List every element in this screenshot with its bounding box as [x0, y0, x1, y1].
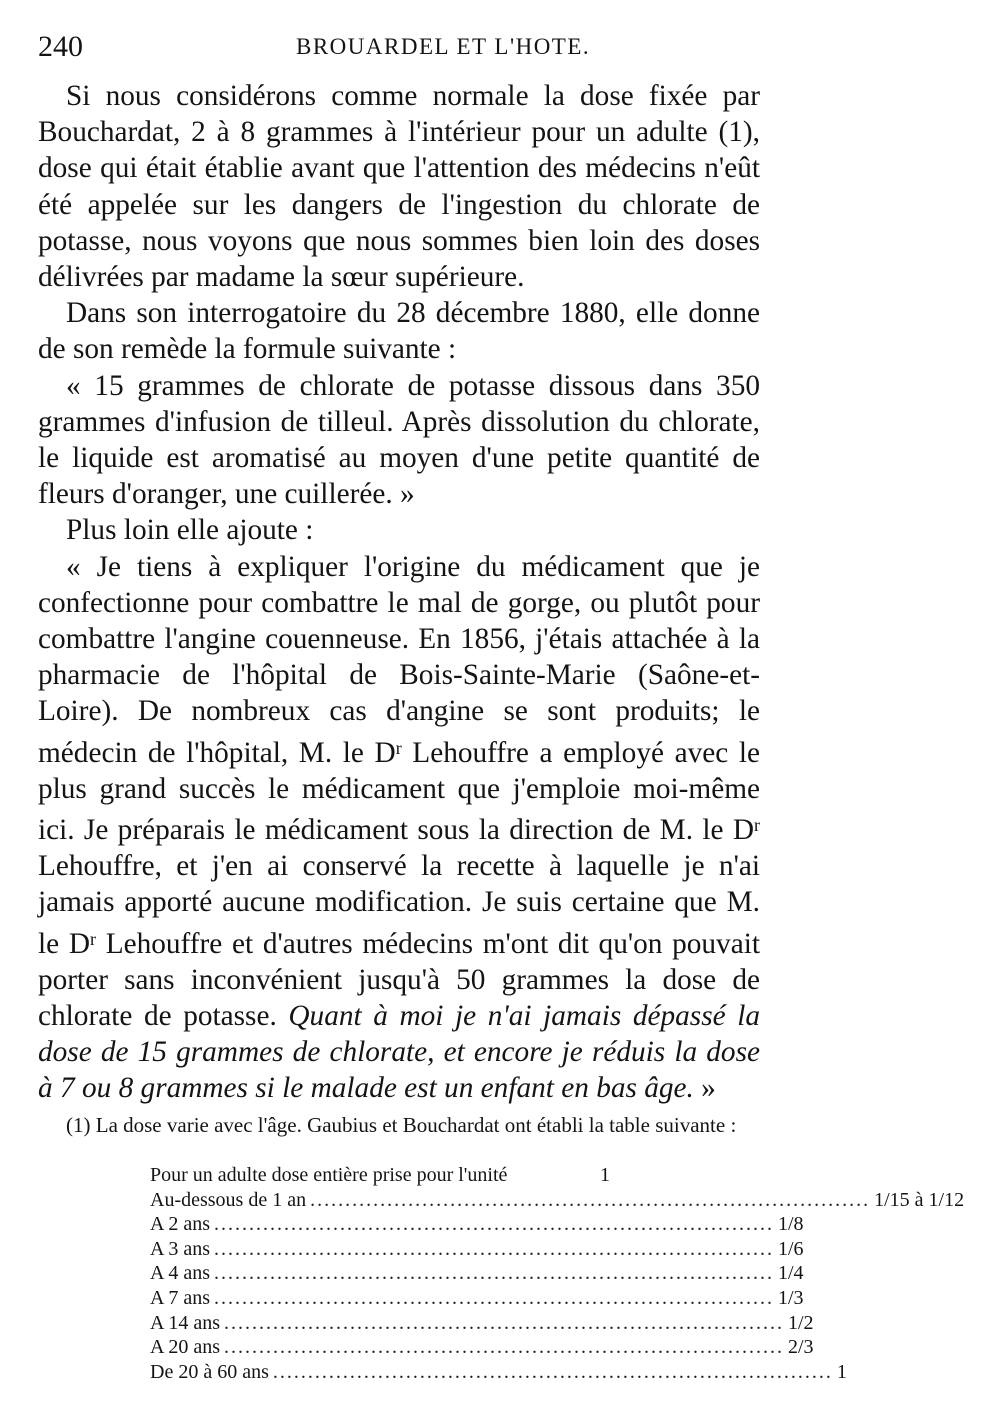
dose-age-label: A 3 ans: [150, 1237, 210, 1260]
dose-age-label: A 14 ans: [150, 1311, 220, 1334]
dose-fraction: 1/3: [778, 1286, 804, 1309]
dose-row: [150, 1237, 804, 1263]
doctor-abbrev-sup: r: [754, 815, 760, 836]
dose-fraction: 1/2: [788, 1311, 814, 1334]
quote-text-d: Lehouffre et d'autres médecins m'ont dit qu'on pouvait porter sans inconvénient jusqu'à 50 grammes la dose de chlorate de potasse.: [38, 927, 760, 1033]
paragraph-2: Dans son interrogatoire du 28 décembre 1880, elle donne de son remède la formule suivante :: [38, 297, 760, 366]
dose-age-label: A 4 ans: [150, 1262, 210, 1285]
dose-row: [150, 1213, 804, 1238]
dot-leader: ................................................................................: [272, 1360, 833, 1383]
paragraph-4: Plus loin elle ajoute :: [66, 514, 314, 547]
dose-row: [150, 1188, 965, 1214]
dose-row: [150, 1311, 814, 1337]
dot-leader: ................................................................................: [310, 1188, 871, 1211]
body-text: [38, 78, 760, 1107]
dose-row: [150, 1360, 847, 1386]
dose-age-label: Pour un adulte dose entière prise pour l'unité: [150, 1164, 508, 1186]
dose-row: [150, 1286, 804, 1312]
dose-fraction: 1/8: [778, 1213, 804, 1236]
dot-leader: ................................................................................: [224, 1311, 784, 1334]
dot-leader: ................................................................................: [214, 1237, 774, 1260]
dot-leader: ................................................................................: [214, 1262, 774, 1285]
dose-fraction: 1/4: [778, 1262, 804, 1285]
quote-text-b: Lehouffre a employé avec le plus grand succès le médicament que j'emploie moi-même ici. Je préparais le médicament sous la direction de M. le D: [38, 736, 760, 847]
dose-age-label: De 20 à 60 ans: [150, 1360, 269, 1383]
dose-age-label: A 7 ans: [150, 1286, 210, 1309]
doctor-abbrev-sup: r: [90, 928, 96, 949]
dose-fraction: 1/6: [778, 1237, 804, 1260]
quote-text-c: Lehouffre, et j'en ai conservé la recette à laquelle je n'ai jamais apporté aucune modification. Je suis certaine que M. le D: [38, 850, 760, 960]
page-number: 240: [38, 30, 83, 63]
footnote: (1) La dose varie avec l'âge. Gaubius et Bouchardat ont établi la table suivante :: [66, 1113, 737, 1137]
quote-italic: Quant à moi je n'ai jamais dépassé la dose de 15 grammes de chlorate, et encore je réduis la dose à 7 ou 8 grammes si le malade est un enfant en bas âge.: [38, 1000, 760, 1105]
dose-age-label: A 20 ans: [150, 1336, 220, 1359]
dose-age-label: A 2 ans: [150, 1213, 210, 1236]
doctor-abbrev-sup: r: [395, 737, 402, 758]
quote-text-a: « Je tiens à expliquer l'origine du médicament que je confectionne pour combattre le mal de gorge, ou plutôt pour combattre l'angine couenneuse. En 1856, j'étais attachée à la pharmacie de l'hôpital de Bois-Sainte-Marie (Saône-et-Loire). De nombreux cas d'angine se sont produits; le médecin de l'hôpital, M. le D: [38, 550, 760, 769]
dose-fraction: 1: [836, 1360, 847, 1383]
page-header: [38, 30, 758, 70]
running-head: BROUARDEL ET L'HOTE.: [296, 34, 591, 59]
dose-table: [150, 1164, 965, 1385]
dose-fraction: 1: [600, 1164, 610, 1186]
dose-fraction: 2/3: [788, 1336, 814, 1359]
dose-row: [150, 1336, 814, 1361]
quote-close: »: [693, 1072, 716, 1105]
dose-row: [150, 1164, 710, 1189]
dose-age-label: Au-dessous de 1 an: [150, 1188, 307, 1211]
quote-testimony: [38, 549, 760, 1107]
dot-leader: ................................................................................: [214, 1286, 774, 1309]
quote-formula: « 15 grammes de chlorate de potasse dissous dans 350 grammes d'infusion de tilleul. Après dissolution du chlorate, le liquide est aromatisé au moyen d'une petite quantité de fleurs d'oranger, une cuillerée. »: [38, 369, 760, 511]
dot-leader: ................................................................................: [214, 1213, 774, 1236]
paragraph-1: Si nous considérons comme normale la dose fixée par Bouchardat, 2 à 8 grammes à l'intérieur pour un adulte (1), dose qui était établie avant que l'attention des médecins n'eût été appelée sur les dangers de l'ingestion du chlorate de potasse, nous voyons que nous sommes bien loin des doses délivrées par madame la sœur supérieure.: [38, 80, 760, 294]
dose-fraction: 1/15 à 1/12: [874, 1188, 965, 1211]
dose-row: [150, 1262, 804, 1287]
dot-leader: ................................................................................: [224, 1336, 784, 1359]
